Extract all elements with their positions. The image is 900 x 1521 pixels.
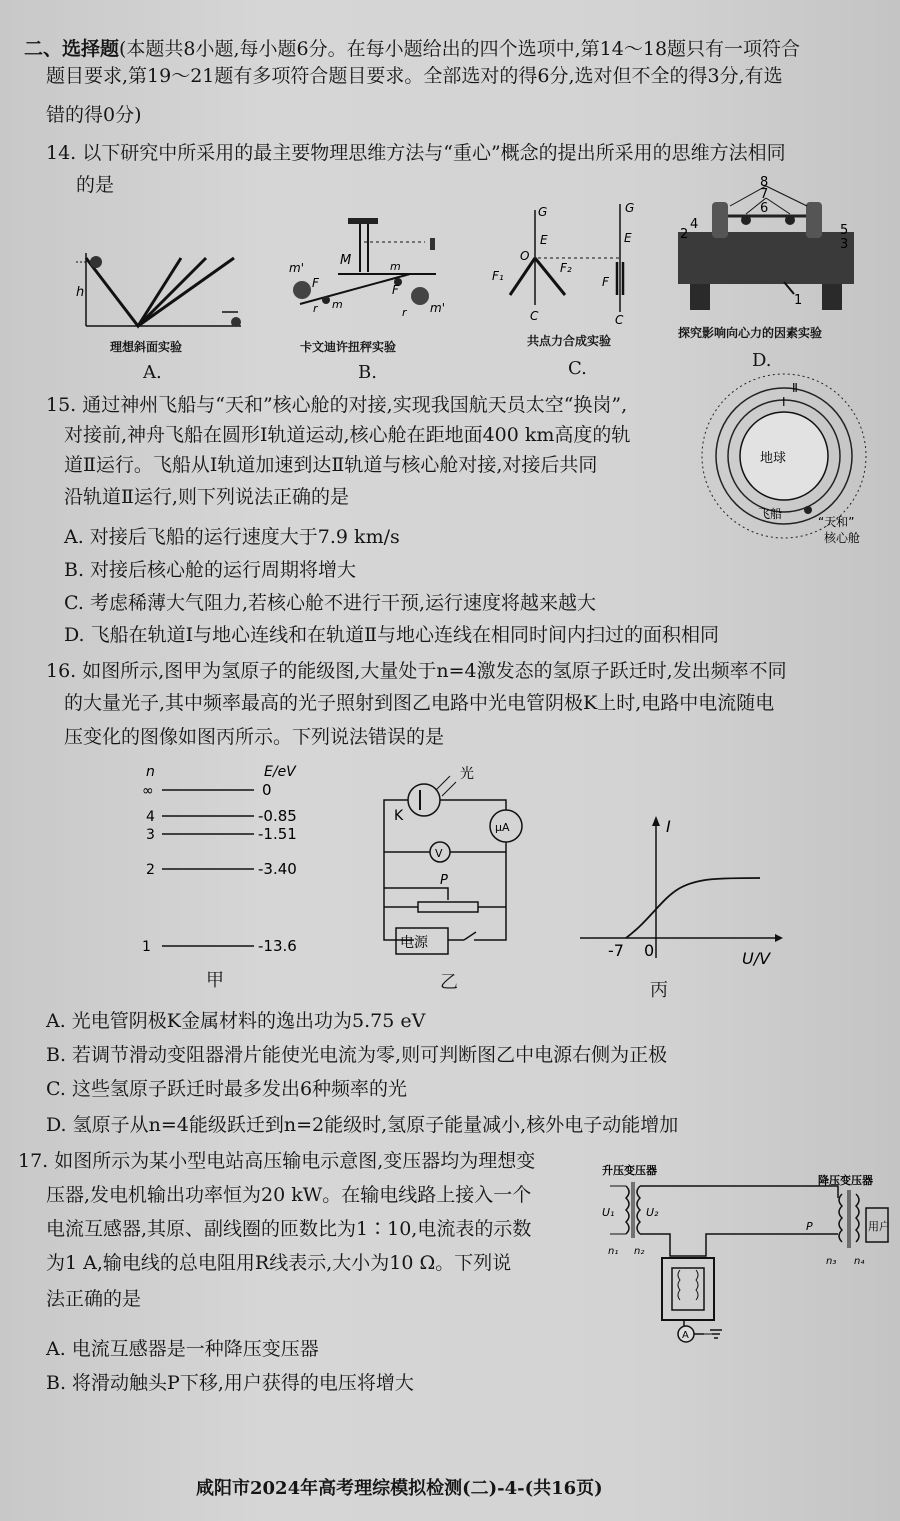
section-intro-1: (本题共8小题,每小题6分。在每小题给出的四个选项中,第14～18题只有一项符合	[119, 38, 801, 60]
q16-option-d: D. 氢原子从n=4能级跃迁到n=2能级时,氢原子能量减小,核外电子动能增加	[46, 1114, 679, 1136]
level-n-2: 2	[146, 862, 155, 878]
fig-c-e1-label: E	[540, 233, 548, 247]
fig-b-letter: B.	[358, 362, 377, 383]
voltmeter-label: V	[435, 847, 443, 860]
n4-label: n₄	[854, 1256, 865, 1267]
station-label-1: “天和”	[818, 515, 855, 529]
iv-graph	[560, 808, 790, 974]
fig-d-num-5: 5	[840, 223, 849, 238]
fig-d-num-6: 6	[760, 201, 769, 216]
fig-b-m1-label: m'	[289, 261, 304, 275]
fig-d-num-2: 2	[680, 227, 689, 242]
q16-option-b: B. 若调节滑动变阻器滑片能使光电流为零,则可判断图乙中电源右侧为正极	[46, 1044, 668, 1066]
slider-p-label-q17: P	[806, 1220, 813, 1233]
power-source-label: 电源	[400, 935, 428, 951]
iv-tick-neg: -7	[608, 941, 624, 960]
fig-a-caption: 理想斜面实验	[110, 340, 183, 354]
level-e-2: -3.40	[258, 860, 297, 878]
level-e-4: -0.85	[258, 807, 297, 825]
n2-label: n₂	[634, 1246, 645, 1257]
slider-p-label: P	[440, 873, 448, 888]
fig-c-f1-label: F₁	[492, 269, 504, 283]
fig-b-caption: 卡文迪许扭秤实验	[300, 340, 397, 354]
fig-c-caption: 共点力合成实验	[527, 334, 612, 348]
energy-level-diagram	[136, 760, 326, 960]
q14-stem-2: 的是	[76, 174, 115, 196]
earth-label: 地球	[760, 451, 787, 466]
ammeter-a-label: A	[682, 1330, 689, 1341]
u2-label: U₂	[646, 1206, 659, 1219]
q15-stem-4: 沿轨道Ⅱ运行,则下列说法正确的是	[64, 486, 349, 508]
q16-stem-3: 压变化的图像如图丙所示。下列说法错误的是	[64, 726, 445, 748]
page-footer: 咸阳市2024年高考理综模拟检测(二)-4-(共16页)	[196, 1478, 603, 1499]
n3-label: n₃	[826, 1256, 837, 1267]
fig-b-r1-label: r	[313, 302, 318, 315]
q16-option-a: A. 光电管阴极K金属材料的逸出功为5.75 eV	[46, 1010, 426, 1032]
level-e-3: -1.51	[258, 825, 297, 843]
q14-fig-a-diagram	[76, 248, 246, 333]
q15-option-b: B. 对接后核心舱的运行周期将增大	[64, 559, 357, 581]
fig-d-num-3: 3	[840, 237, 849, 252]
fig-d-caption: 探究影响向心力的因素实验	[678, 326, 823, 340]
fig-d-num-8: 8	[760, 176, 769, 190]
fig-d-letter: D.	[752, 350, 772, 371]
q14-fig-d-diagram	[672, 176, 862, 316]
fig-c-o-label: O	[520, 249, 530, 263]
microammeter-label: μA	[495, 821, 510, 834]
station-label-2: 核心舱	[824, 531, 861, 545]
level-col-n: n	[146, 764, 155, 780]
user-label: 用户	[868, 1220, 890, 1233]
fig-b-f2-label: F	[392, 283, 399, 297]
transmission-diagram	[600, 1158, 890, 1348]
fig-d-num-7: 7	[760, 187, 769, 202]
step-up-label: 升压变压器	[602, 1164, 657, 1177]
q15-orbit-diagram	[700, 370, 876, 550]
u1-label: U₁	[602, 1206, 615, 1219]
level-e-inf: 0	[262, 781, 272, 799]
cathode-k-label: K	[394, 808, 404, 824]
q14-fig-c-diagram	[490, 200, 650, 330]
q16-stem-2: 的大量光子,其中频率最高的光子照射到图乙电路中光电管阴极K上时,电路中电流随电	[64, 692, 775, 714]
ship-label: 飞船	[758, 507, 783, 521]
step-down-label: 降压变压器	[818, 1174, 873, 1187]
section-intro-line-3: 错的得0分)	[46, 104, 142, 126]
q17-stem-2: 压器,发电机输出功率恒为20 kW。在输电线路上接入一个	[46, 1184, 532, 1206]
q16-option-c: C. 这些氢原子跃迁时最多发出6种频率的光	[46, 1078, 408, 1100]
fig-b-f1-label: F	[312, 276, 319, 290]
fig-a-letter: A.	[143, 362, 162, 383]
photoelectric-circuit	[374, 760, 544, 960]
level-n-4: 4	[146, 809, 155, 825]
n1-label: n₁	[608, 1246, 619, 1257]
fig-c-g2-label: G	[625, 201, 635, 215]
q15-stem-1: 15. 通过神州飞船与“天和”核心舱的对接,实现我国航天员太空“换岗”,	[46, 394, 628, 416]
q15-option-c: C. 考虑稀薄大气阻力,若核心舱不进行干预,运行速度将越来越大	[64, 592, 597, 614]
circuit-caption: 乙	[440, 972, 458, 993]
section-heading: 二、选择题	[24, 38, 120, 60]
q14-fig-b-diagram	[280, 212, 450, 332]
energy-level-caption: 甲	[206, 970, 224, 991]
iv-graph-caption: 丙	[650, 980, 668, 1001]
q16-stem-1: 16. 如图所示,图甲为氢原子的能级图,大量处于n=4激发态的氢原子跃迁时,发出频率不同	[46, 660, 787, 682]
q17-option-b: B. 将滑动触头P下移,用户获得的电压将增大	[46, 1372, 414, 1394]
level-n-1: 1	[142, 939, 151, 955]
fig-c-c1-label: C	[530, 309, 539, 323]
q17-stem-4: 为1 A,输电线的总电阻用R线表示,大小为10 Ω。下列说	[46, 1252, 512, 1274]
q17-stem-5: 法正确的是	[46, 1288, 142, 1310]
fig-c-e2-label: E	[624, 231, 632, 245]
fig-b-m2-label: m'	[430, 301, 445, 315]
level-n-inf: ∞	[142, 783, 154, 799]
q15-option-a: A. 对接后飞船的运行速度大于7.9 km/s	[64, 526, 400, 548]
iv-xlabel: U/V	[742, 949, 771, 968]
q15-stem-2: 对接前,神舟飞船在圆形Ⅰ轨道运动,核心舱在距地面400 km高度的轨	[64, 424, 631, 446]
q17-option-a: A. 电流互感器是一种降压变压器	[46, 1338, 319, 1360]
q17-stem-1: 17. 如图所示为某小型电站高压输电示意图,变压器均为理想变	[18, 1150, 536, 1172]
fig-b-M-label: M	[340, 253, 352, 268]
orbit-2-label: Ⅱ	[792, 381, 798, 395]
section-intro-line-1	[24, 36, 800, 62]
q15-option-d: D. 飞船在轨道Ⅰ与地心连线和在轨道Ⅱ与地心连线在相同时间内扫过的面积相同	[64, 624, 720, 646]
fig-c-f-label: F	[602, 275, 609, 289]
level-n-3: 3	[146, 827, 155, 843]
level-e-1: -13.6	[258, 937, 297, 955]
section-intro-line-2: 题目要求,第19～21题有多项符合题目要求。全部选对的得6分,选对但不全的得3分,有选	[46, 65, 783, 87]
fig-b-r2-label: r	[402, 306, 407, 319]
fig-d-num-4: 4	[690, 217, 699, 232]
q14-stem-1: 14. 以下研究中所采用的最主要物理思维方法与“重心”概念的提出所采用的思维方法相同	[46, 142, 786, 164]
fig-c-letter: C.	[568, 358, 587, 379]
q15-stem-3: 道Ⅱ运行。飞船从Ⅰ轨道加速到达Ⅱ轨道与核心舱对接,对接后共同	[64, 454, 598, 476]
fig-b-m3-label: m	[332, 298, 343, 311]
iv-ylabel: I	[666, 817, 671, 836]
iv-tick-zero: 0	[644, 941, 655, 960]
fig-c-f2-label: F₂	[560, 261, 572, 275]
light-label: 光	[460, 766, 474, 782]
fig-c-g1-label: G	[538, 205, 548, 219]
level-col-e: E/eV	[264, 764, 296, 780]
fig-d-num-1: 1	[794, 293, 803, 308]
fig-c-c2-label: C	[615, 313, 624, 327]
fig-b-m4-label: m	[390, 260, 401, 273]
orbit-1-label: Ⅰ	[782, 395, 786, 409]
q17-stem-3: 电流互感器,其原、副线圈的匝数比为1∶10,电流表的示数	[46, 1218, 532, 1240]
fig-a-h-label: h	[76, 285, 85, 300]
